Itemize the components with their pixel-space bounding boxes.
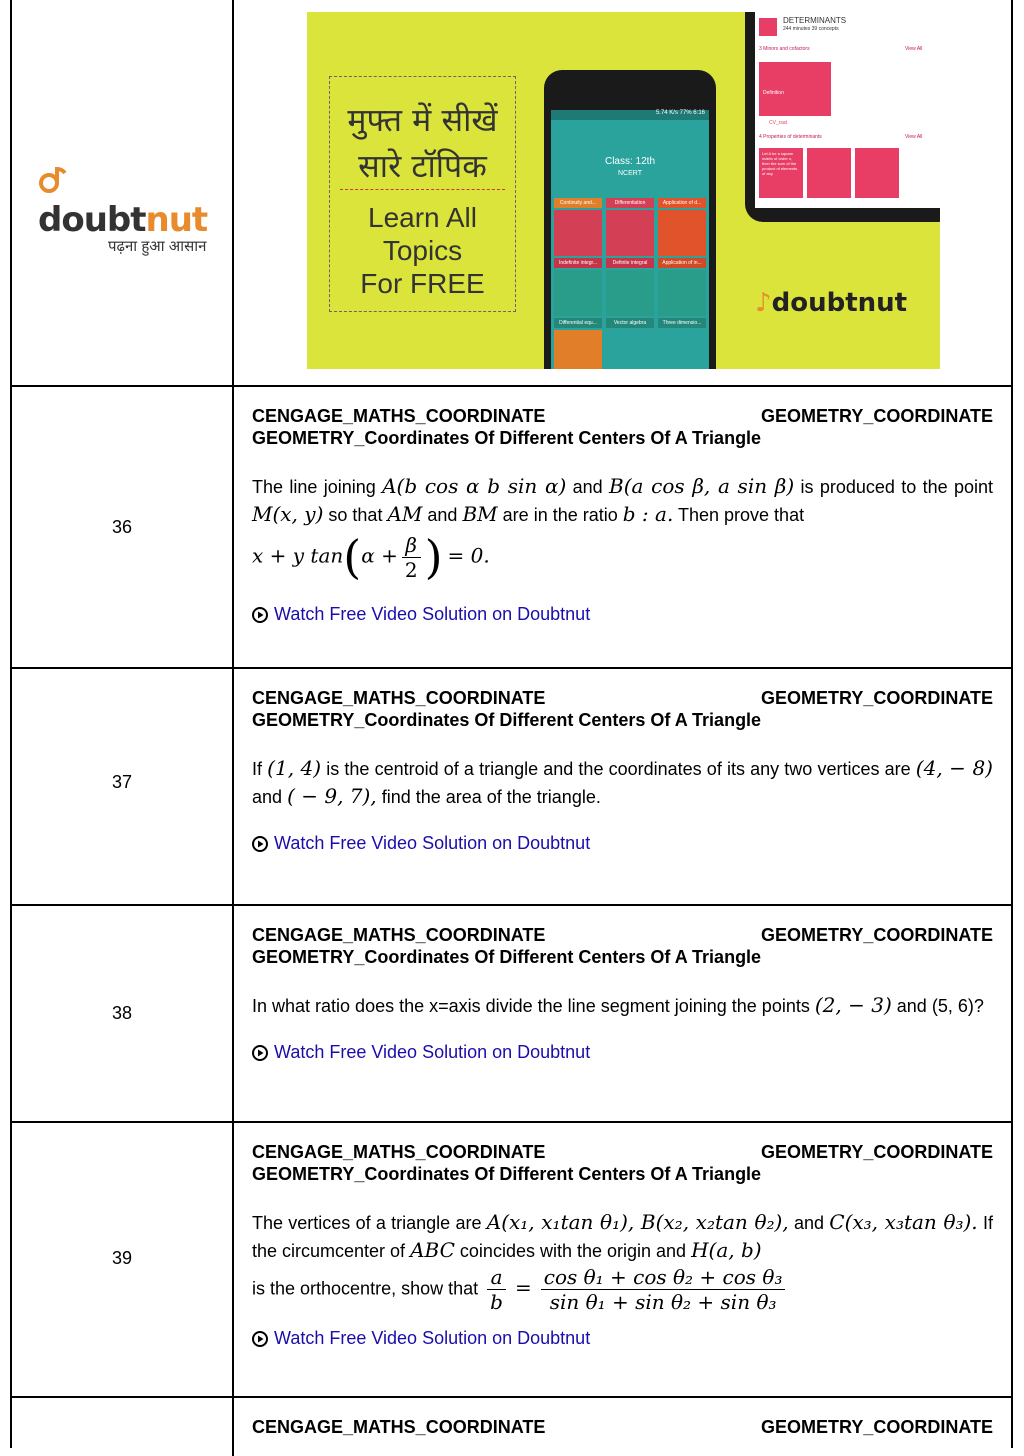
question-row (12, 385, 1011, 669)
rhs-den: sin θ₁ + sin θ₂ + sin θ₃ (549, 1290, 777, 1314)
header-right: GEOMETRY_COORDINATE (760, 1417, 993, 1437)
rhs-num: cos θ₁ + cos θ₂ + cos θ₃ (541, 1265, 786, 1290)
property-card[interactable] (855, 148, 899, 198)
q-text: and (572, 477, 603, 497)
header-topic: GEOMETRY_Coordinates Of Different Centers Of A Triangle (252, 428, 762, 448)
question-number-cell (12, 1396, 234, 1456)
doubtnut-logo (38, 160, 228, 256)
q-text: The line joining (252, 477, 376, 497)
eq-right: = 0. (447, 543, 490, 568)
math-equation: x + y tan(α + $\frac{\beta}{2}$ ) = 0. (252, 530, 490, 584)
math-vertex-2: ( − 9, 7), (287, 784, 377, 808)
logo-cell (12, 0, 234, 385)
promo-hindi-line2: सारे टॉपिक (358, 147, 487, 185)
q-text: is the orthocentre, show that (252, 1278, 479, 1299)
tile-label: Three dimensio... (658, 318, 706, 328)
differential-tile-icon[interactable] (554, 270, 602, 316)
definition-label: Definition (763, 90, 784, 96)
math-centroid: (1, 4) (267, 756, 322, 780)
integral-tile-icon[interactable] (554, 210, 602, 256)
play-icon (252, 1331, 268, 1347)
banner-brand-text: doubtnut (771, 288, 908, 318)
math-abc: ABC (410, 1238, 455, 1262)
watch-video-link[interactable] (252, 604, 993, 625)
header-right: GEOMETRY_COORDINATE (760, 925, 993, 945)
sphere-tile-icon[interactable] (606, 330, 654, 369)
promo-english (330, 201, 515, 300)
question-number-cell (12, 1121, 234, 1396)
math-h: H(a, b) (691, 1238, 762, 1262)
lhs-den: b (490, 1290, 503, 1314)
header-topic: GEOMETRY_Coordinates Of Different Centers Of A Triangle (252, 1164, 762, 1184)
header-right: GEOMETRY_COORDINATE (760, 1142, 993, 1162)
question-text (252, 992, 993, 1020)
q-text: is the centroid of a triangle and the coordinates of its any two vertices are (326, 759, 911, 779)
question-content (252, 924, 993, 1063)
q-text: and (793, 1213, 824, 1233)
math-equation (252, 1265, 993, 1314)
question-number: 36 (111, 517, 133, 537)
phone-mockup-left (544, 70, 716, 369)
q-text: The vertices of a triangle are (252, 1213, 482, 1233)
document-table (10, 0, 1013, 1448)
q-text: coincides with the origin and (459, 1241, 687, 1261)
graph-tile-icon[interactable] (554, 330, 602, 369)
eq-num: β (402, 533, 421, 558)
question-number: 38 (111, 1003, 133, 1023)
play-icon (252, 1045, 268, 1061)
tile-label: Differentiation (606, 198, 654, 208)
tile-label: Definite integral (606, 258, 654, 268)
definite-integral-tile-icon[interactable] (606, 210, 654, 256)
vector-tile-icon[interactable] (606, 270, 654, 316)
math-bm: BM (462, 502, 498, 526)
promo-english-line2: Topics (382, 235, 463, 266)
tile-label: Indefinite integr... (554, 258, 602, 268)
watch-video-text[interactable]: Watch Free Video Solution on Doubtnut (274, 833, 591, 853)
question-content (252, 1416, 993, 1438)
tile-label: Continuity and... (554, 198, 602, 208)
screen-title: DETERMINANTS (783, 16, 847, 25)
play-icon (252, 607, 268, 623)
math-am: AM (387, 502, 423, 526)
eq-alpha: α + (361, 543, 398, 568)
eq-sign: = (514, 1275, 532, 1300)
header-left: CENGAGE_MATHS_COORDINATE (252, 1142, 546, 1162)
question-header (252, 687, 993, 731)
tile-label: Application of in... (658, 258, 706, 268)
math-point-b: B(a cos β, a sin β) (609, 474, 795, 498)
tile-label: Differential equ... (554, 318, 602, 328)
watch-video-link[interactable] (252, 833, 993, 854)
promo-english-line1: Learn All (368, 202, 477, 233)
q-text: If the circumcenter of (252, 1213, 993, 1261)
header-left: CENGAGE_MATHS_COORDINATE (252, 406, 546, 426)
tile-label: Vector algebra (606, 318, 654, 328)
promo-hindi-line1: मुफ्त में सीखें (347, 101, 498, 139)
header-right: GEOMETRY_COORDINATE (760, 406, 993, 426)
eq-den: 2 (404, 558, 418, 582)
math-ratio: b : a. (622, 502, 674, 526)
math-vertex-1: (4, − 8) (915, 756, 993, 780)
definition-card[interactable] (759, 62, 831, 116)
determinants-icon (759, 18, 777, 36)
q-text: If (252, 759, 263, 779)
question-row (12, 1396, 1011, 1456)
question-text (252, 473, 993, 582)
question-number-cell (12, 667, 234, 904)
q-text: is produced to the point (800, 477, 993, 497)
logo-prefix: doubt (38, 200, 146, 240)
header-topic: GEOMETRY_Coordinates Of Different Centers Of A Triangle (252, 710, 762, 730)
question-number-cell (12, 385, 234, 667)
question-header (252, 924, 993, 968)
cube-tile-icon[interactable] (658, 270, 706, 316)
question-text (252, 755, 993, 811)
banner-row (12, 0, 1011, 387)
q-text: and (427, 505, 458, 525)
question-row (12, 1121, 1011, 1398)
header-left: CENGAGE_MATHS_COORDINATE (252, 688, 546, 708)
promo-banner[interactable] (307, 12, 940, 369)
q-text: (5, 6)? (931, 996, 984, 1016)
eq-fraction (402, 533, 421, 582)
phone-class-title (551, 156, 709, 180)
q-text: so that (328, 505, 383, 525)
q-text: find the area of the triangle. (381, 787, 601, 807)
header-left: CENGAGE_MATHS_COORDINATE (252, 1417, 546, 1437)
section-minors: 3 Minors and cofactors (759, 46, 810, 52)
question-row (12, 667, 1011, 906)
header-right: GEOMETRY_COORDINATE (760, 688, 993, 708)
watch-video-text[interactable]: Watch Free Video Solution on Doubtnut (274, 1328, 591, 1348)
promo-english-line3: For FREE (360, 268, 485, 299)
property-card[interactable] (807, 148, 851, 198)
header-topic: GEOMETRY_Coordinates Of Different Centers Of A Triangle (252, 947, 762, 967)
q-text: In what ratio does the x=axis divide the line segment joining the points (252, 996, 810, 1016)
question-text (252, 1209, 993, 1314)
q-text: Then prove that (678, 505, 805, 525)
promo-divider (340, 189, 505, 190)
promo-text-box (329, 76, 516, 312)
q-text: are in the ratio (502, 505, 618, 525)
section-properties: 4 Properties of determinants (759, 134, 822, 140)
video-label: CV_rsat (769, 120, 788, 126)
promo-hindi (330, 97, 515, 189)
class-subtitle: NCERT (618, 170, 642, 177)
watch-video-text[interactable]: Watch Free Video Solution on Doubtnut (274, 1042, 591, 1062)
grid-tile-icon[interactable] (658, 210, 706, 256)
tile-label: Application of d... (658, 198, 706, 208)
watch-video-link[interactable] (252, 1328, 993, 1349)
phone-mockup-right (745, 12, 940, 222)
property-card-text: Let A be a square matrix of order n, then the sum of the product of elements of any (762, 151, 798, 176)
q-text: and (252, 787, 283, 807)
question-number: 37 (111, 772, 133, 792)
question-row (12, 904, 1011, 1123)
logo-suffix: nut (145, 200, 208, 240)
doubtnut-note-icon (38, 165, 68, 195)
phone-status-bar: 5.74 K/s 77% 6:16 (551, 110, 709, 120)
question-number-cell (12, 904, 234, 1121)
question-header (252, 1141, 993, 1185)
phone-screen-right (755, 12, 940, 208)
question-content (252, 687, 993, 854)
view-all-link[interactable]: View All (905, 134, 923, 140)
view-all-link[interactable]: View All (905, 46, 923, 52)
question-header (252, 1416, 993, 1438)
q-text: and (896, 996, 927, 1016)
math-point: (2, − 3) (814, 993, 892, 1017)
banner-note-icon: ♪ (755, 288, 772, 318)
screen-subtitle: 244 minutes 39 concepts (783, 26, 839, 32)
header-left: CENGAGE_MATHS_COORDINATE (252, 925, 546, 945)
property-card[interactable] (759, 148, 803, 198)
question-content (252, 405, 993, 625)
lhs-num: a (487, 1265, 506, 1290)
math-point-a: A(b cos α b sin α) (382, 474, 567, 498)
watch-video-text[interactable]: Watch Free Video Solution on Doubtnut (274, 604, 591, 624)
question-header (252, 405, 993, 449)
eq-left: x + y tan (252, 543, 344, 568)
math-vertices-ab: A(x₁, x₁tan θ₁), B(x₂, x₂tan θ₂), (486, 1210, 789, 1234)
math-vertex-c: C(x₃, x₃tan θ₃). (829, 1210, 978, 1234)
play-icon (252, 836, 268, 852)
math-point-m: M(x, y) (252, 502, 324, 526)
watch-video-link[interactable] (252, 1042, 993, 1063)
banner-brand-mark (755, 288, 907, 318)
class-title: Class: 12th (604, 156, 656, 167)
rhs-fraction (541, 1265, 786, 1314)
question-content (252, 1141, 993, 1349)
lhs-fraction (487, 1265, 506, 1314)
question-number: 39 (111, 1248, 133, 1268)
logo-tagline: पढ़ना हुआ आसान (108, 238, 207, 255)
